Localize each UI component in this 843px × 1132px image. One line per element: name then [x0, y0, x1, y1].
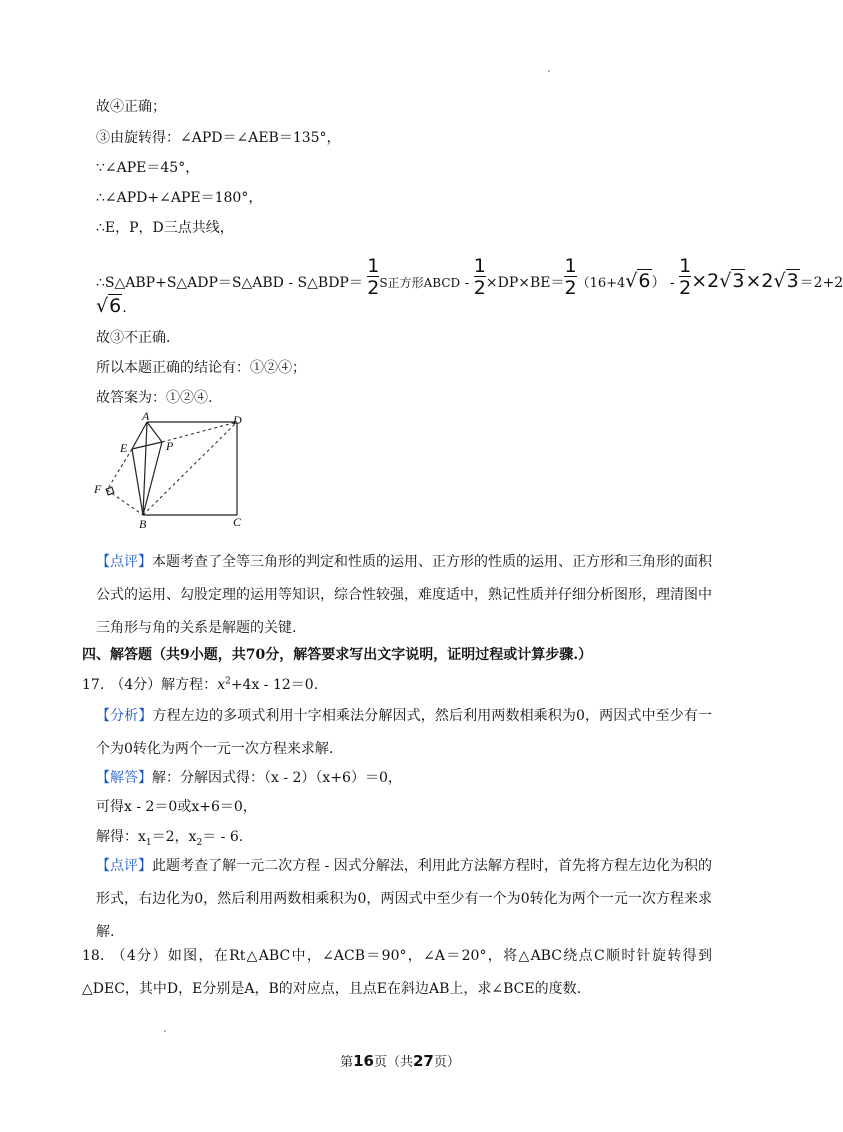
text-line: ∴E，P，D三点共线，	[96, 220, 234, 236]
scan-dot	[164, 1030, 166, 1032]
comment-text: 此题考查了解一元二次方程 - 因式分解法，利用此方法解方程时，首先将方程左边化为积的形式，右边化为0，然后利用两数相乘积为0，两因式中至少有一个为0转化为两个一元一次方程来求解.	[96, 858, 713, 940]
solution-subscript: 1	[145, 837, 152, 848]
fraction-half: $\frac{1}{2}$	[367, 255, 380, 299]
footer-text: 第	[340, 1055, 354, 1070]
solution-subscript: 2	[196, 837, 203, 848]
question-number: 18.	[82, 948, 105, 964]
solution-line	[96, 768, 402, 788]
fraction-half: $\frac{1}{2}$	[679, 255, 692, 299]
solution-part: ＝2，x	[151, 829, 197, 845]
fraction-half: $\frac{1}{2}$	[564, 255, 577, 299]
solution-part: ＝ - 6.	[202, 829, 244, 845]
question-text: （4分）解方程：	[110, 677, 218, 693]
sqrt-radicand: 6	[638, 270, 651, 292]
comment-block	[96, 850, 712, 949]
comment-block	[96, 546, 712, 645]
page-footer	[0, 1051, 800, 1070]
formula-period: .	[122, 300, 127, 316]
label-a: A	[142, 409, 150, 423]
analysis-text: 方程左边的多项式利用十字相乘法分解因式，然后利用两数相乘积为0，两因式中至少有一个为0转化为两个一元一次方程来求解.	[96, 708, 713, 757]
comment-tag: 【点评】	[96, 554, 152, 570]
geometry-figure	[90, 409, 260, 532]
sqrt-radicand: 6	[109, 295, 122, 317]
formula-minus: -	[665, 275, 680, 291]
text-line: ∴∠APD+∠APE＝180°，	[96, 190, 263, 206]
footer-text: 页）	[433, 1055, 460, 1070]
formula-times: ×2	[745, 270, 774, 292]
sqrt-icon: √	[625, 270, 638, 292]
question-18	[82, 940, 712, 1006]
label-d: D	[233, 413, 242, 427]
sqrt-radicand: 3	[786, 270, 799, 292]
footer-text: 页（共	[373, 1055, 413, 1070]
formula-minus: -	[283, 275, 298, 291]
analysis-block	[96, 700, 712, 766]
formula-result: ＝2+2	[799, 275, 843, 291]
comment-tag: 【点评】	[96, 858, 153, 874]
text-line: ∵∠APE＝45°，	[96, 160, 200, 176]
formula-lead: ∴S△ABP+S△ADP＝S△ABD	[96, 275, 284, 291]
question-17	[82, 674, 318, 694]
text-line: 所以本题正确的结论有：①②④；	[96, 360, 306, 376]
text-line: 故③不正确.	[96, 330, 171, 346]
comment-text: 本题考查了全等三角形的判定和性质的运用、正方形的性质的运用、正方形和三角形的面积公式的运用、勾股定理的运用等知识，综合性较强，难度适中，熟记性质并仔细分析图形，理清图中三角形与角的关系是解题的关键.	[96, 554, 712, 636]
label-b: B	[139, 517, 147, 531]
formula-minus: -	[460, 275, 474, 291]
solution-line	[96, 827, 243, 853]
solution-text: 解：分解因式得：（x - 2）（x+6）＝0，	[152, 770, 402, 786]
label-f: F	[94, 482, 102, 496]
footer-total-pages: 27	[413, 1052, 434, 1070]
solution-line: 可得x - 2＝0或x+6＝0，	[96, 799, 257, 815]
question-text: （4分）如图，在Rt△ABC中，∠ACB＝90°，∠A＝20°，将△ABC绕点C顺时针旋转得到△DEC，其中D，E分别是A，B的对应点，且点E在斜边AB上，求∠BCE的度数.	[82, 948, 712, 997]
sqrt-icon: √	[96, 295, 109, 317]
formula-paren-close: ）	[651, 275, 666, 291]
formula-continuation	[96, 296, 127, 318]
solution-part: 解得：x	[96, 829, 146, 845]
formula-square-area: S正方形ABCD	[379, 276, 461, 290]
eq-rest: +4x - 12＝0.	[230, 677, 319, 693]
area-formula	[96, 255, 843, 304]
sqrt-radicand: 3	[732, 270, 745, 292]
formula-sbdp: S△BDP	[297, 275, 349, 291]
sqrt-icon: √	[719, 270, 732, 292]
sqrt-icon: √	[773, 270, 786, 292]
fraction-half: $\frac{1}{2}$	[473, 255, 486, 299]
formula-paren: （16+4	[576, 276, 626, 291]
label-e: E	[120, 441, 128, 455]
label-p: P	[166, 439, 174, 453]
footer-page-number: 16	[353, 1052, 374, 1070]
section-heading: 四、解答题（共9小题，共70分，解答要求写出文字说明，证明过程或计算步骤.）	[82, 647, 593, 663]
scan-dot	[548, 70, 550, 72]
formula-dp-be: ×DP×BE＝	[485, 275, 565, 291]
text-line: ③由旋转得：∠APD＝∠AEB＝135°，	[96, 130, 341, 146]
formula-times: ×2	[691, 270, 720, 292]
formula-eq: ＝	[348, 275, 363, 291]
solution-tag: 【解答】	[96, 770, 152, 786]
question-number: 17.	[82, 677, 105, 693]
analysis-tag: 【分析】	[96, 708, 153, 724]
text-line: 故答案为：①②④.	[96, 390, 213, 406]
eq-exponent: 2	[225, 676, 231, 687]
eq-var: x	[217, 677, 226, 693]
label-c: C	[233, 515, 242, 529]
text-line: 故④正确；	[96, 99, 166, 115]
